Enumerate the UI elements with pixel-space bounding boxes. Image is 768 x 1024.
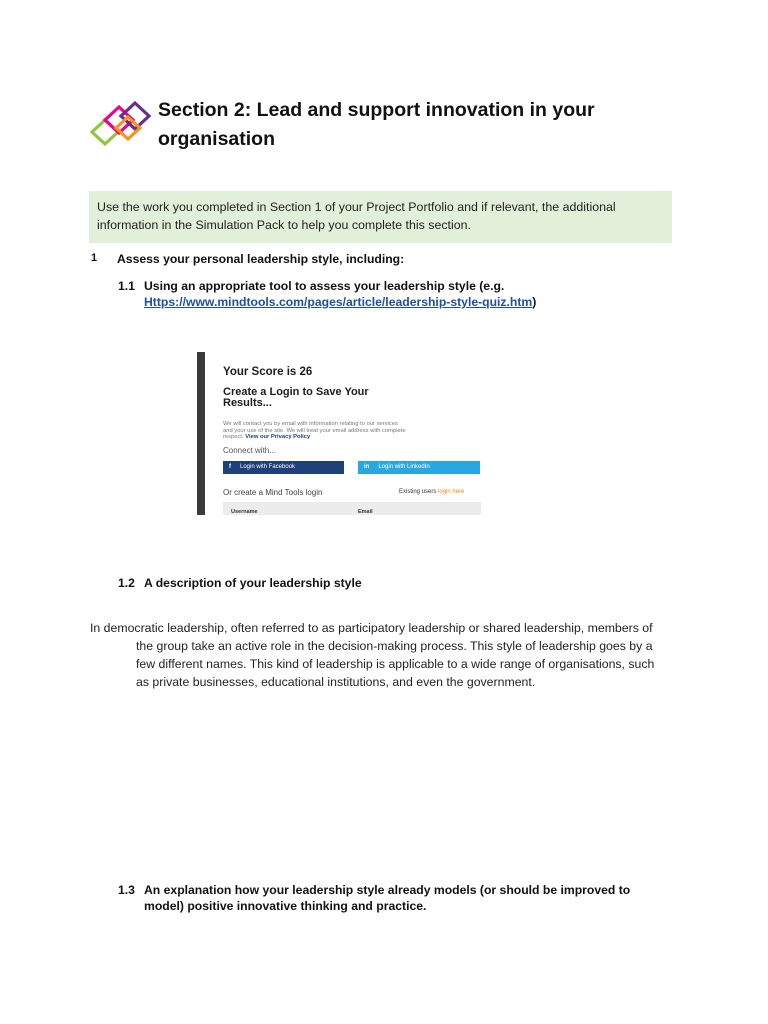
quiz-result-screenshot bbox=[197, 352, 481, 515]
subquestion-1-2-number: 1.2 bbox=[118, 576, 135, 590]
save-results-heading bbox=[223, 387, 423, 409]
save-results-heading-line-2: Results... bbox=[223, 397, 272, 409]
existing-users-label: Existing users bbox=[399, 489, 437, 495]
leadership-description-paragraph bbox=[90, 619, 665, 691]
paragraph-rest: the group take an active role in the decision-making process. This style of leadership goes by a few different names. This kind of leadership is applicable to a wide range of organisations, such as private businesses, educational institutions, and even the government. bbox=[136, 639, 655, 689]
page-title-line-2: organisation bbox=[158, 128, 276, 150]
instructions-line-2: information in the Simulation Pack to help you complete this section. bbox=[97, 218, 471, 232]
question-1-number: 1 bbox=[91, 252, 98, 264]
login-facebook-button[interactable] bbox=[223, 461, 344, 474]
privacy-notice bbox=[223, 421, 481, 441]
instructions-box bbox=[89, 191, 672, 243]
facebook-icon: f bbox=[229, 464, 231, 470]
login-facebook-label: Login with Facebook bbox=[240, 464, 296, 470]
subquestion-1-1-close: ) bbox=[532, 295, 537, 309]
subquestion-1-1-number: 1.1 bbox=[118, 279, 135, 293]
login-linkedin-label: Login with LinkedIn bbox=[378, 464, 430, 470]
save-results-heading-line-1: Create a Login to Save Your bbox=[223, 386, 369, 398]
privacy-line-2: and your use of the site. We will treat your email address with complete bbox=[223, 427, 406, 434]
login-linkedin-button[interactable] bbox=[358, 461, 480, 474]
page-title bbox=[158, 96, 678, 154]
linkedin-icon: in bbox=[364, 464, 370, 470]
quiz-score: Your Score is 26 bbox=[223, 366, 313, 378]
privacy-line-3: respect. bbox=[223, 434, 244, 440]
login-here-link[interactable]: login here bbox=[438, 489, 465, 495]
create-login-label: Or create a Mind Tools login bbox=[223, 488, 323, 497]
paragraph-first-line: In democratic leadership, often referred to as participatory leadership or shared leadership, members of bbox=[90, 621, 653, 635]
subquestion-1-3-line-1: An explanation how your leadership style already models (or should be improved to bbox=[144, 883, 631, 897]
subquestion-1-2-text: A description of your leadership style bbox=[144, 576, 362, 590]
connect-with-label: Connect with... bbox=[223, 446, 276, 455]
email-field-label: Email bbox=[358, 509, 373, 515]
subquestion-1-3-number: 1.3 bbox=[118, 883, 135, 897]
subquestion-1-3-line-2: model) positive innovative thinking and practice. bbox=[144, 899, 427, 913]
privacy-policy-link[interactable]: View our Privacy Policy bbox=[245, 434, 311, 440]
subquestion-1-1-text: Using an appropriate tool to assess your leadership style (e.g. bbox=[144, 279, 505, 293]
question-1-text: Assess your personal leadership style, including: bbox=[117, 252, 405, 266]
login-form-strip bbox=[223, 502, 481, 515]
leadership-quiz-link[interactable]: Https://www.mindtools.com/pages/article/leadership-style-quiz.htm bbox=[144, 295, 533, 309]
existing-users-text bbox=[399, 489, 464, 495]
page-title-line-1: Section 2: Lead and support innovation in your bbox=[158, 99, 595, 121]
instructions-line-1: Use the work you completed in Section 1 of your Project Portfolio and if relevant, the additional bbox=[97, 200, 616, 214]
privacy-line-1: We will contact you by email with information relating to our services bbox=[223, 421, 398, 427]
organisation-logo-icon bbox=[88, 98, 154, 150]
screenshot-sidebar bbox=[197, 352, 205, 515]
username-field-label: Username bbox=[231, 509, 258, 515]
